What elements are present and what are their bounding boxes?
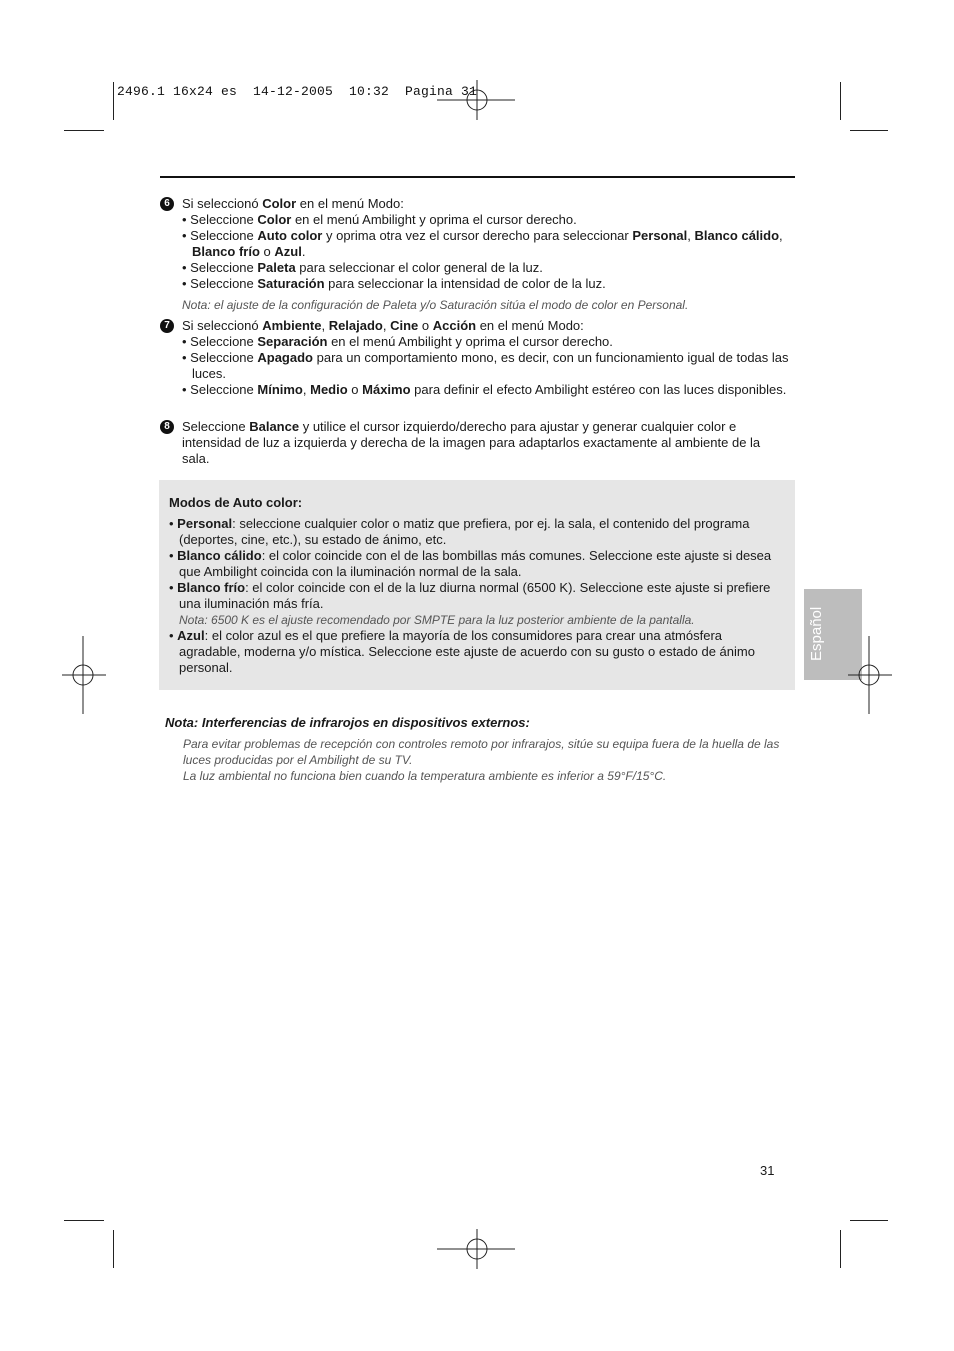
crop-mark bbox=[840, 82, 841, 120]
step-text: Seleccione Balance y utilice el cursor izquierdo/derecho para ajustar y generar cualquier color e intensidad de luz a izquierda y derecha de la imagen para adaptarlos exactamente al ambiente de la sala. bbox=[182, 419, 761, 466]
infrared-note-title: Nota: Interferencias de infrarojos en dispositivos externos: bbox=[165, 715, 530, 730]
top-rule bbox=[160, 176, 795, 178]
step-number: 6 bbox=[160, 197, 174, 211]
registration-mark-icon bbox=[848, 636, 892, 714]
bullet: • Seleccione Mínimo, Medio o Máximo para definir el efecto Ambilight estéreo con las luces disponibles. bbox=[182, 382, 787, 397]
crop-mark bbox=[850, 130, 888, 131]
bullet: • Azul: el color azul es el que prefiere la mayoría de los consumidores para crear una atmósfera agradable, moderna y/o mística. Seleccione este ajuste de acuerdo con su gusto o estado de ánimo personal. bbox=[169, 628, 755, 675]
step-intro: Si seleccionó Ambiente, Relajado, Cine o Acción en el menú Modo: bbox=[182, 318, 584, 333]
bullet: • Seleccione Auto color y oprima otra vez el cursor derecho para seleccionar Personal, Blanco cálido, Blanco frío o Azul. bbox=[182, 228, 783, 259]
infrared-note-body bbox=[183, 736, 783, 784]
bullet: • Seleccione Apagado para un comportamiento mono, es decir, con un funcionamiento igual de todas las luces. bbox=[182, 350, 789, 381]
infrared-note-line: Para evitar problemas de recepción con controles remoto por infrarajos, sitúe su equipa fuera de la huella de las luces producidas por el Ambilight de su TV. bbox=[183, 737, 780, 767]
registration-mark-icon bbox=[62, 636, 106, 714]
step-8 bbox=[160, 419, 790, 467]
note: Nota: el ajuste de la configuración de Paleta y/o Saturación sitúa el modo de color en Personal. bbox=[182, 298, 689, 312]
note: Nota: 6500 K es el ajuste recomendado por SMPTE para la luz posterior ambiente de la pantalla. bbox=[179, 613, 695, 627]
bullet: • Personal: seleccione cualquier color o matiz que prefiera, por ej. la sala, el contenido del programa (deportes, cine, etc.), su estado de ánimo, etc. bbox=[169, 516, 750, 547]
step-number: 7 bbox=[160, 319, 174, 333]
page-number: 31 bbox=[760, 1163, 775, 1178]
crop-mark bbox=[64, 1220, 104, 1221]
print-slug: 2496.1 16x24 es 14-12-2005 10:32 Pagina 31 bbox=[117, 84, 478, 99]
bullet: • Blanco frío: el color coincide con el de la luz diurna normal (6500 K). Seleccione este ajuste si prefiere una iluminación más fría. Nota: 6500 K es el ajuste recomendado por SMPTE para la luz posterior ambiente de la pantalla. bbox=[169, 580, 779, 628]
step-number: 8 bbox=[160, 420, 174, 434]
step-intro: Si seleccionó Color en el menú Modo: bbox=[182, 196, 404, 211]
bullet: • Seleccione Separación en el menú Ambilight y oprima el cursor derecho. bbox=[182, 334, 613, 349]
crop-mark bbox=[840, 1230, 841, 1268]
box-title: Modos de Auto color: bbox=[169, 495, 303, 510]
crop-mark bbox=[850, 1220, 888, 1221]
crop-mark bbox=[113, 82, 114, 120]
auto-color-box bbox=[159, 480, 795, 690]
bullet: • Seleccione Color en el menú Ambilight y oprima el cursor derecho. bbox=[182, 212, 577, 227]
language-tab-label: Español bbox=[808, 606, 825, 661]
step-6 bbox=[160, 196, 790, 313]
step-7 bbox=[160, 318, 790, 398]
crop-mark bbox=[113, 1230, 114, 1268]
registration-mark-icon bbox=[437, 1229, 517, 1271]
bullet: • Seleccione Saturación para seleccionar la intensidad de color de la luz. bbox=[182, 276, 606, 291]
crop-mark bbox=[64, 130, 104, 131]
bullet: • Seleccione Paleta para seleccionar el color general de la luz. bbox=[182, 260, 543, 275]
bullet: • Blanco cálido: el color coincide con el de las bombillas más comunes. Seleccione este ajuste si desea que Ambilight coincida con la iluminación normal de la sala. bbox=[169, 548, 772, 579]
infrared-note-line: La luz ambiental no funciona bien cuando la temperatura ambiente es inferior a 59°F/15°C. bbox=[183, 769, 667, 783]
